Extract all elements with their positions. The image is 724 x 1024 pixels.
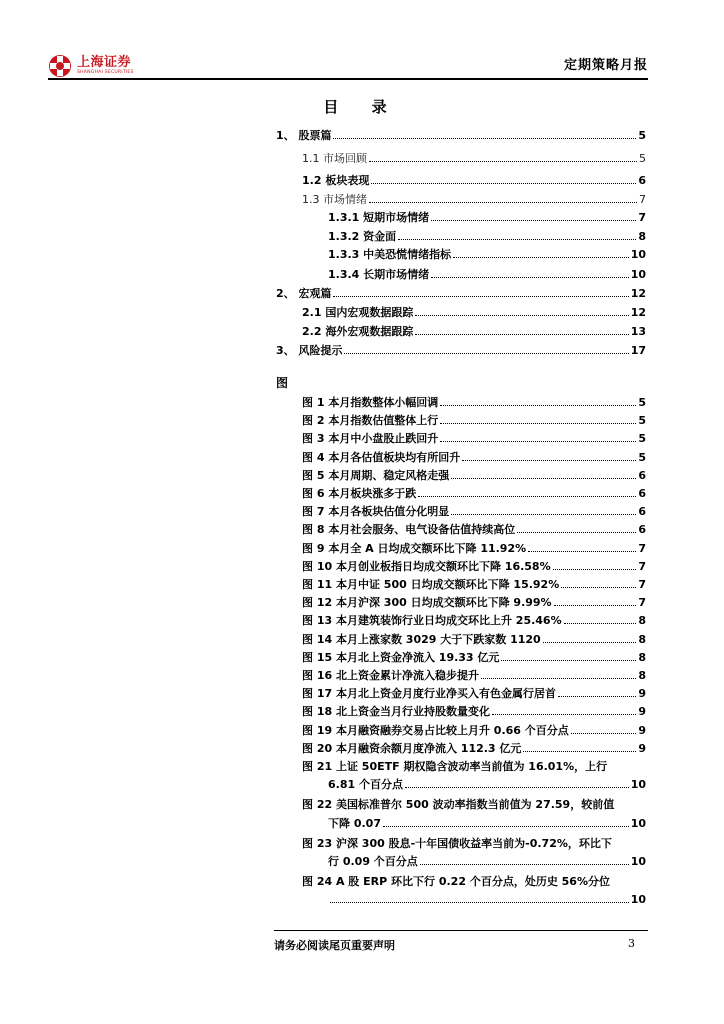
figures-heading: 图	[276, 376, 289, 390]
toc-entry-page: 5	[638, 450, 646, 464]
dot-leader	[517, 532, 636, 533]
toc-entry[interactable]	[276, 283, 646, 300]
toc-entry[interactable]	[302, 592, 646, 609]
dot-leader	[369, 202, 637, 203]
toc-entry-page: 7	[638, 541, 646, 555]
toc-entry[interactable]	[302, 428, 646, 445]
toc-entry-label: 图 18 北上资金当月行业持股数量变化	[302, 705, 490, 719]
toc-entry-label: 图 16 北上资金累计净流入稳步提升	[302, 669, 479, 682]
toc-entry-label: 1、 股票篇	[276, 129, 332, 142]
toc-entry-label: 图 8 本月社会服务、电气设备估值持续高位	[302, 523, 516, 537]
dot-leader	[492, 714, 636, 715]
dot-leader	[451, 514, 636, 515]
toc-entry-page: 17	[630, 344, 646, 357]
dot-leader	[440, 441, 636, 442]
header-divider	[48, 78, 648, 80]
dot-leader	[333, 138, 636, 139]
toc-entry-page: 6	[638, 468, 646, 482]
dot-leader	[405, 787, 629, 788]
dot-leader	[369, 161, 637, 162]
toc-entry-label: 3、 风险提示	[276, 344, 343, 357]
toc-entry[interactable]	[302, 447, 646, 464]
toc-entry[interactable]	[302, 483, 646, 500]
toc-entry-label: 2.2 海外宏观数据跟踪	[302, 325, 414, 338]
dot-leader	[398, 239, 636, 240]
toc-entry-label: 图 17 本月北上资金月度行业净买入有色金属行居首	[302, 687, 556, 701]
toc-entry[interactable]	[302, 833, 646, 850]
toc-entry-page: 8	[638, 230, 646, 243]
toc-entry[interactable]	[328, 226, 646, 243]
toc-entry[interactable]	[302, 574, 646, 591]
toc-entry[interactable]	[302, 189, 646, 206]
toc-entry-label: 图 1 本月指数整体小幅回调	[302, 396, 439, 409]
toc-entry-page: 7	[639, 193, 646, 206]
toc-entry[interactable]	[328, 813, 646, 830]
toc-entry[interactable]	[276, 340, 646, 357]
toc-entry-page: 7	[638, 559, 646, 573]
toc-entry[interactable]	[302, 756, 646, 773]
toc-entry[interactable]	[328, 889, 646, 906]
toc-entry[interactable]	[302, 501, 646, 518]
toc-entry[interactable]	[302, 410, 646, 427]
toc-entry-page: 5	[638, 432, 646, 446]
toc-entry[interactable]	[302, 538, 646, 555]
toc-entry[interactable]	[302, 302, 646, 319]
toc-entry[interactable]	[302, 871, 646, 888]
toc-entry[interactable]	[302, 738, 646, 755]
toc-entry-page: 5	[638, 129, 646, 142]
toc-entry-page: 9	[638, 741, 646, 755]
dot-leader	[440, 405, 636, 406]
toc-entry[interactable]	[302, 556, 646, 573]
toc-entry-label: 1.3 市场情绪	[302, 193, 367, 206]
toc-entry-label: 图 11 本月中证 500 日均成交额环比下降 15.92%	[302, 578, 560, 591]
toc-title: 目 录	[323, 98, 401, 116]
toc-entry-label: 图 21 上证 50ETF 期权隐含波动率当前值为 16.01%，上行	[302, 760, 608, 773]
toc-entry-page: 8	[638, 669, 646, 682]
dot-leader	[431, 277, 629, 278]
toc-entry[interactable]	[302, 701, 646, 718]
toc-entry-label: 图 10 本月创业板指日均成交额环比下降 16.58%	[302, 559, 551, 573]
toc-entry-label: 图 23 沪深 300 股息-十年国债收益率当前为-0.72%，环比下	[302, 836, 612, 850]
toc-entry-page: 8	[638, 650, 646, 664]
toc-entry-page: 9	[638, 687, 646, 701]
dot-leader	[440, 423, 636, 424]
toc-entry-page: 10	[630, 778, 646, 792]
toc-entry-page: 6	[638, 174, 646, 187]
toc-entry-page: 5	[639, 152, 646, 165]
toc-entry[interactable]	[328, 244, 646, 261]
toc-entry[interactable]	[302, 720, 646, 737]
toc-entry-label: 图 3 本月中小盘股止跌回升	[302, 432, 439, 446]
report-type-label: 定期策略月报	[563, 58, 648, 73]
toc-entry-label: 1.3.4 长期市场情绪	[328, 268, 430, 281]
footer-divider	[274, 930, 648, 931]
toc-entry-label: 1.3.3 中美恐慌情绪指标	[328, 248, 452, 261]
toc-entry-page: 7	[638, 211, 646, 224]
toc-entry-page: 7	[638, 578, 646, 591]
dot-leader	[501, 660, 636, 661]
toc-entry[interactable]	[302, 321, 646, 338]
disclaimer-note: 请务必阅读尾页重要声明	[274, 939, 395, 952]
toc-entry[interactable]	[302, 610, 646, 627]
toc-entry-label: 图 5 本月周期、稳定风格走强	[302, 468, 450, 482]
toc-entry-label: 图 13 本月建筑装饰行业日均成交环比上升 25.46%	[302, 614, 562, 628]
dot-leader	[561, 587, 636, 588]
toc-entry-label: 图 24 A 股 ERP 环比下行 0.22 个百分点，处历史 56%分位	[302, 875, 610, 889]
dot-leader	[451, 478, 636, 479]
toc-entry[interactable]	[302, 647, 646, 664]
toc-entry[interactable]	[302, 629, 646, 646]
dot-leader	[564, 623, 637, 624]
dot-leader	[558, 696, 636, 697]
toc-entry[interactable]	[302, 519, 646, 536]
toc-entry-label: 1.3.2 资金面	[328, 230, 397, 243]
page-number: 3	[628, 937, 635, 950]
dot-leader	[344, 353, 628, 354]
toc-entry-page: 8	[638, 632, 646, 646]
toc-entry-label: 图 9 本月全 A 日均成交额环比下降 11.92%	[302, 541, 527, 555]
dot-leader	[553, 569, 637, 570]
dot-leader	[415, 334, 628, 335]
toc-entry[interactable]	[276, 125, 646, 142]
toc-entry-label: 行 0.09 个百分点	[328, 855, 418, 868]
toc-entry[interactable]	[328, 264, 646, 281]
toc-entry-label: 下降 0.07	[328, 816, 381, 830]
toc-entry[interactable]	[302, 683, 646, 700]
toc-entry-page: 10	[630, 855, 646, 868]
toc-entry-label: 图 14 本月上涨家数 3029 大于下跌家数 1120	[302, 632, 541, 646]
dot-leader	[330, 902, 629, 903]
dot-leader	[418, 496, 636, 497]
toc-entry-label: 6.81 个百分点	[328, 778, 403, 792]
toc-entry-label: 2、 宏观篇	[276, 287, 332, 300]
toc-entry-page: 10	[630, 893, 646, 907]
toc-entry-page: 6	[638, 487, 646, 500]
toc-entry-label: 1.1 市场回顾	[302, 152, 367, 165]
toc-entry-label: 1.2 板块表现	[302, 174, 370, 187]
dot-leader	[420, 864, 629, 865]
toc-entry-label: 1.3.1 短期市场情绪	[328, 211, 430, 224]
dot-leader	[333, 296, 628, 297]
dot-leader	[383, 826, 629, 827]
toc-entry-page: 12	[630, 287, 646, 300]
toc-entry[interactable]	[302, 465, 646, 482]
toc-entry-label: 图 20 本月融资余额月度净流入 112.3 亿元	[302, 741, 522, 755]
toc-entry-page: 8	[638, 614, 646, 628]
toc-entry-page: 10	[630, 248, 646, 261]
dot-leader	[453, 257, 629, 258]
toc-entry[interactable]	[302, 392, 646, 409]
toc-entry-page: 9	[638, 723, 646, 737]
toc-entry[interactable]	[328, 774, 646, 791]
toc-entry-page: 10	[630, 816, 646, 830]
toc-entry-page: 13	[630, 325, 646, 338]
toc-entry[interactable]	[328, 207, 646, 224]
dot-leader	[523, 751, 636, 752]
dot-leader	[415, 315, 628, 316]
toc-entry-page: 6	[638, 523, 646, 537]
toc-entry-page: 7	[638, 596, 646, 610]
toc-entry-label: 图 7 本月各板块估值分化明显	[302, 505, 450, 519]
toc-entry[interactable]	[302, 170, 646, 187]
toc-entry-page: 5	[638, 396, 646, 409]
toc-entry-page: 6	[638, 505, 646, 519]
toc-entry-label: 图 22 美国标准普尔 500 波动率指数当前值为 27.59，较前值	[302, 798, 615, 812]
toc-entry-label: 图 15 本月北上资金净流入 19.33 亿元	[302, 650, 500, 664]
toc-entry-label: 图 19 本月融资融券交易占比较上月升 0.66 个百分点	[302, 723, 569, 737]
toc-entry-label: 2.1 国内宏观数据跟踪	[302, 306, 414, 319]
dot-leader	[431, 220, 636, 221]
toc-entry-page: 9	[638, 705, 646, 719]
toc-entry-label: 图 4 本月各估值板块均有所回升	[302, 450, 461, 464]
dot-leader	[571, 733, 637, 734]
toc-entry-page: 10	[630, 268, 646, 281]
dot-leader	[543, 642, 637, 643]
toc-entry-page: 5	[638, 414, 646, 428]
dot-leader	[462, 460, 636, 461]
toc-entry[interactable]	[328, 851, 646, 868]
logo-english-text: SHANGHAI SECURITIES	[77, 70, 134, 76]
dot-leader	[371, 183, 636, 184]
dot-leader	[481, 678, 636, 679]
toc-entry-label: 图 2 本月指数估值整体上行	[302, 414, 439, 428]
toc-entry[interactable]	[302, 148, 646, 165]
logo-chinese-text: 上海证券	[77, 55, 132, 71]
toc-entry-label: 图 12 本月沪深 300 日均成交额环比下降 9.99%	[302, 596, 552, 610]
toc-entry[interactable]	[302, 794, 646, 811]
dot-leader	[554, 605, 637, 606]
dot-leader	[528, 551, 636, 552]
logo-emblem-icon	[48, 54, 72, 78]
toc-entry-label: 图 6 本月板块涨多于跌	[302, 487, 417, 500]
toc-entry-page: 12	[630, 306, 646, 319]
toc-entry[interactable]	[302, 665, 646, 682]
